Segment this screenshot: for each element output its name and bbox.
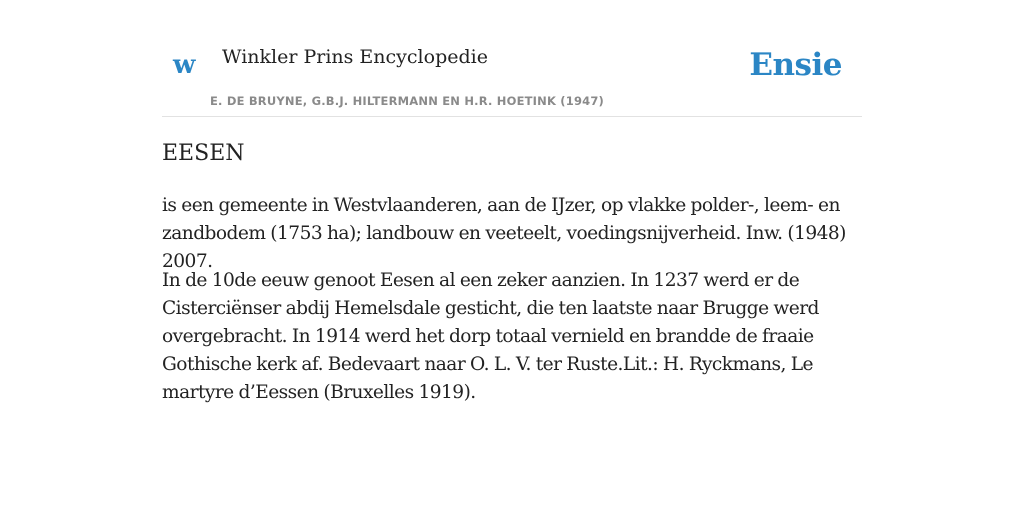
site-logo[interactable]: Ensie [749, 47, 842, 83]
page [162, 0, 862, 403]
entry-title: EESEN [162, 141, 245, 166]
page-header [162, 0, 862, 117]
entry-paragraph: In de 10de eeuw genoot Eesen al een zeker aanzien. In 1237 werd er de Cisterciënser abdij Hemelsdale gesticht, die ten laatste naar Brugge werd overgebracht. In 1914 werd het dorp totaal vernield en brandde de fraaie Gothische kerk af. Bedevaart naar O. L. V. ter Ruste.Lit.: H. Ryckmans, Le martyre d’Eessen (Bruxelles 1919). [162, 270, 819, 403]
publication-title[interactable]: Winkler Prins Encyclopedie [222, 46, 488, 68]
publication-logo[interactable]: w [173, 50, 196, 80]
entry-paragraph: is een gemeente in Westvlaanderen, aan de IJzer, op vlakke polder-, leem- en zandbodem (1753 ha); landbouw en veeteelt, voedingsnijverheid. Inw. (1948) 2007. [162, 195, 846, 272]
publication-authors: E. DE BRUYNE, G.B.J. HILTERMANN EN H.R. HOETINK (1947) [210, 94, 605, 108]
